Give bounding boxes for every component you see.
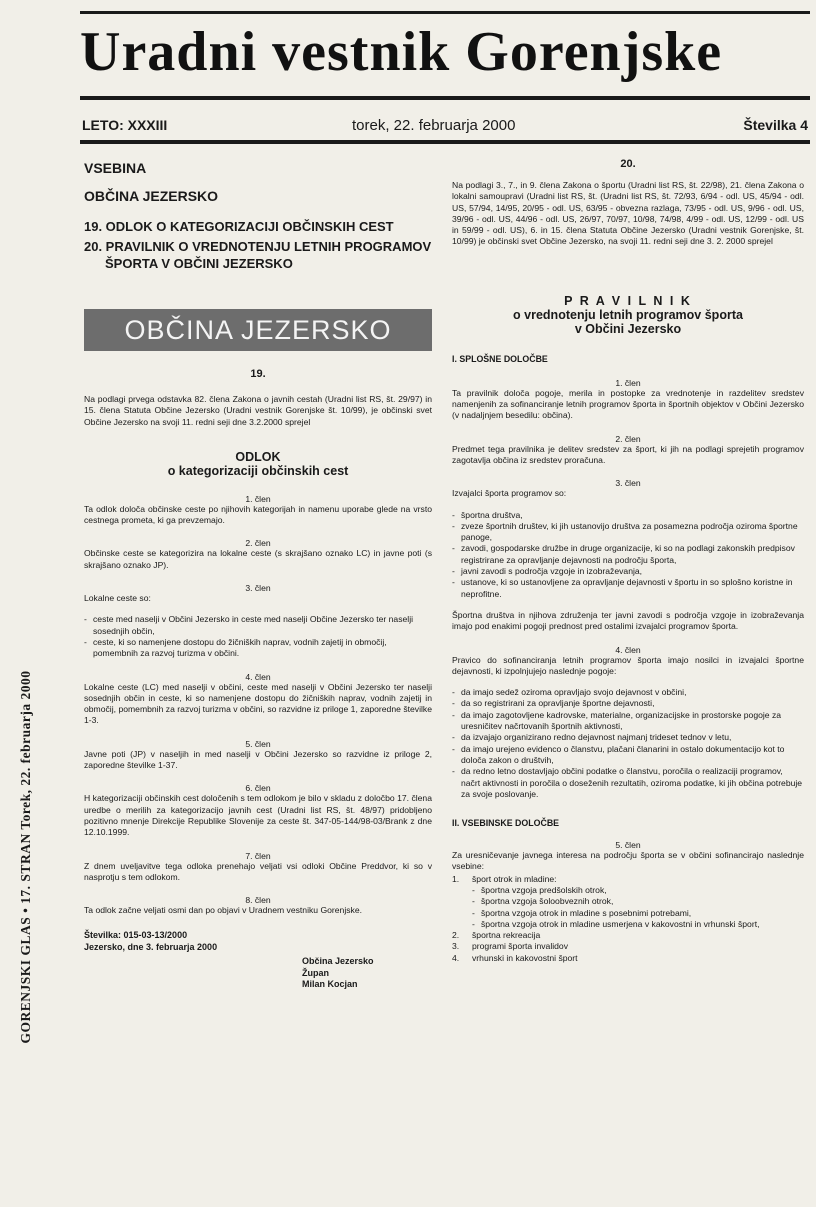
article-text: Pravico do sofinanciranja letnih programov športa imajo nosilci in izvajalci športne dejavnosti, ki izpolnjujejo naslednje pogoje: bbox=[452, 654, 804, 676]
left-column bbox=[84, 368, 432, 991]
article-heading: 3. člen bbox=[245, 583, 271, 594]
article-heading: 4. člen bbox=[245, 671, 271, 682]
act-subtitle-2: v Občini Jezersko bbox=[574, 321, 682, 336]
article-heading: 8. člen bbox=[245, 895, 271, 906]
act-number: 19. bbox=[250, 368, 266, 380]
article-text: Javne poti (JP) v naseljih in med naselji v Občini Jezersko so razvidne iz priloge 2, zaporedne številke 1-37. bbox=[84, 748, 432, 771]
bullet-list bbox=[452, 687, 804, 800]
numbered-item bbox=[452, 953, 804, 964]
list-item: - športna društva, bbox=[452, 510, 804, 521]
document-place-date: Jezersko, dne 3. februarja 2000 bbox=[84, 941, 218, 952]
act-title: ODLOK bbox=[235, 449, 281, 464]
list-item: - ustanove, ki so ustanovljene za opravljanje dejavnosti v športu in so splošno koristne in neprofitne. bbox=[452, 577, 804, 600]
list-item: - ceste, ki so namenjene dostopu do žičniških naprav, vodnih zajetij in območij, pomembnih za razvoj turizma v občini. bbox=[84, 637, 432, 660]
list-item: - športna vzgoja šoloobveznih otrok, bbox=[472, 896, 804, 907]
right-column bbox=[452, 158, 804, 964]
section-heading: II. VSEBINSKE DOLOČBE bbox=[452, 818, 560, 829]
numbered-item bbox=[452, 930, 804, 941]
list-item: - da imajo zagotovljene kadrovske, materialne, organizacijske in prostorske pogoje za uresničitev načrtovanih športnih aktivnosti, bbox=[452, 710, 804, 733]
act-number: 20. bbox=[620, 158, 636, 170]
article-heading: 1. člen bbox=[615, 377, 641, 388]
item-text: vrhunski in kakovostni šport bbox=[472, 952, 578, 963]
signature-role: Župan bbox=[302, 967, 329, 978]
numbered-item bbox=[452, 874, 804, 930]
numbered-item bbox=[452, 941, 804, 952]
signature-municipality: Občina Jezersko bbox=[302, 956, 374, 967]
municipality-banner: OBČINA JEZERSKO bbox=[84, 309, 432, 351]
toc bbox=[84, 160, 434, 272]
article-heading: 6. člen bbox=[245, 783, 271, 794]
article-text: Ta pravilnik določa pogoje, merila in postopke za vrednotenje in razdelitev sredstev namenjenih za sofinanciranje letnih programov športa in športnih objektov v Občini Jezersko (v nadaljnjem besedilu: občina). bbox=[452, 387, 804, 421]
item-text: športna rekreacija bbox=[472, 930, 541, 941]
list-item: - da imajo urejeno evidenco o članstvu, plačani članarini in ostalo dokumentacijo kot to določa zakon o društvih, bbox=[452, 744, 804, 767]
toc-item-19: 19. ODLOK O KATEGORIZACIJI OBČINSKIH CEST bbox=[84, 219, 394, 234]
bullet-list bbox=[84, 614, 432, 659]
item-number: 2. bbox=[452, 930, 460, 941]
preamble: Na podlagi 3., 7., in 9. člena Zakona o športu (Uradni list RS, št. 22/98), 21. člena Zakona o lokalni samoupravi (Uradni list RS, št. (Uradni list RS, št. 72/93, 6/94 - odl. US, 45/94 - odl. US, 57/94, 14/95, 20/95 - odl. US, 63/95 - obvezna razlaga, 73/95 - odl. US, 9/96 - odl. US, 39/96 - odl. US, 44/96 - odl. US, 26/97, 70/97, 10/98, 74/98, 4/99 - odl. US, 12/99 - odl. US in 59/99 - odl. US), 6. in 15. člena Statuta Občine Jezersko (Uradni vestnik Gorenjske, št. 10/99) je občinski svet Občine Jezersko, na svoji 11. redni seji dne 3. 2. 2000 sprejel bbox=[452, 180, 804, 247]
item-number: 3. bbox=[452, 941, 460, 952]
article-text: Športna društva in njihova združenja ter javni zavodi s področja vzgoje in izobraževanja imajo pod enakimi pogoji prednost pred ostalimi izvajalci programov športa. bbox=[452, 609, 804, 632]
list-item: - športna vzgoja otrok in mladine s posebnimi potrebami, bbox=[472, 908, 804, 919]
article-text: Lokalne ceste (LC) med naselji v občini, ceste med naselji v Občini Jezersko ter naselji sosednjih občin in ceste, ki so namenjene dostopu do žičniških naprav, vodnih zajetij in območij, pomembnih za razvoj turizma v občini, so razvidne iz priloge 1, zaporedne številke 1-3. bbox=[84, 681, 432, 726]
toc-item-20: 20. PRAVILNIK O VREDNOTENJU LETNIH PROGRAMOV bbox=[84, 239, 432, 254]
act-subtitle: o kategorizaciji občinskih cest bbox=[167, 463, 349, 478]
article-heading: 7. člen bbox=[245, 850, 271, 861]
list-item: - zveze športnih društev, ki jih ustanovijo društva za posamezna področja oziroma športne panoge, bbox=[452, 521, 804, 544]
toc-heading: VSEBINA bbox=[84, 160, 147, 176]
list-item: - javni zavodi s področja vzgoje in izobraževanja, bbox=[452, 566, 804, 577]
list-item: - da so registrirani za opravljanje športne dejavnosti, bbox=[452, 698, 804, 709]
article-heading: 2. člen bbox=[245, 538, 271, 549]
article-text: Ta odlok začne veljati osmi dan po objavi v Uradnem vestniku Gorenjske. bbox=[84, 905, 363, 916]
article-heading: 4. člen bbox=[615, 644, 641, 655]
item-number: 1. bbox=[452, 873, 460, 884]
bullet-list bbox=[452, 510, 804, 600]
item-text: programi športa invalidov bbox=[472, 941, 569, 952]
article-text: Za uresničevanje javnega interesa na področju športa se v občini sofinancirajo naslednje vsebine: bbox=[452, 850, 804, 872]
masthead-title: Uradni vestnik Gorenjske bbox=[80, 21, 723, 83]
act-subtitle: o vrednotenju letnih programov športa bbox=[513, 307, 743, 322]
top-rule bbox=[80, 11, 810, 14]
list-item: - športna vzgoja otrok in mladine usmerjena v kakovostni in vrhunski šport, bbox=[472, 919, 804, 930]
list-item: - športna vzgoja predšolskih otrok, bbox=[472, 885, 804, 896]
article-heading: 5. člen bbox=[615, 840, 641, 851]
toc-section: OBČINA JEZERSKO bbox=[84, 188, 219, 204]
list-item: - da izvajajo organizirano redno dejavnost najmanj trideset tednov v letu, bbox=[452, 732, 804, 743]
article-heading: 1. člen bbox=[245, 493, 271, 504]
article-text: Lokalne ceste so: bbox=[84, 593, 151, 604]
list-item: - da imajo sedež oziroma opravljajo svojo dejavnost v občini, bbox=[452, 687, 804, 698]
article-text: Občinske ceste se kategorizira na lokalne ceste (s skrajšano oznako LC) in javne poti (s skrajšano oznako JP). bbox=[84, 548, 432, 570]
issue-number: Številka 4 bbox=[743, 117, 808, 133]
sidebar-running-head: GORENJSKI GLAS • 17. STRAN Torek, 22. februarja 2000 bbox=[18, 670, 33, 1044]
list-item: - da redno letno dostavljajo občini podatke o članstvu, poročila o realizaciji programov, načrt aktivnosti in poročila o doseženih rezultatih, oziroma podatke, ki jih občina potrebuje za svoje poslovanje. bbox=[452, 766, 804, 800]
act-title: P R A V I L N I K bbox=[564, 293, 692, 308]
article-text: H kategorizaciji občinskih cest določenih s tem odlokom je bilo v skladu z določbo 17. člena uredbe o merilih za kategorizacijo javnih cest (Uradni list RS, št. 48/97) pridobljeno pozitivno mnenje Direkcije Republike Slovenije za ceste št. 347-05-144/98-03/Brank z dne 12.10.1999. bbox=[84, 793, 432, 838]
issue-rule bbox=[80, 140, 810, 144]
issue-date: torek, 22. februarja 2000 bbox=[352, 117, 516, 134]
list-item: - ceste med naselji v Občini Jezersko in ceste med naselji Občine Jezersko ter naselji sosednjih občin, bbox=[84, 614, 432, 637]
issue-year: LETO: XXXIII bbox=[82, 117, 168, 133]
article-text: Izvajalci športa programov so: bbox=[452, 488, 567, 499]
item-text: šport otrok in mladine: bbox=[472, 873, 557, 884]
article-text: Predmet tega pravilnika je delitev sredstev za šport, ki jih na podlagi sprejetih programov zagotavlja občina iz sredstev proračuna. bbox=[452, 443, 804, 465]
document-number: Številka: 015-03-13/2000 bbox=[84, 930, 188, 941]
signature-block bbox=[302, 956, 432, 991]
article-heading: 3. člen bbox=[615, 478, 641, 489]
list-item: - zavodi, gospodarske družbe in druge organizacije, ki so na podlagi zakonskih predpisov registrirane za opravljanje dejavnosti na področju športa, bbox=[452, 543, 804, 566]
section-heading: I. SPLOŠNE DOLOČBE bbox=[452, 353, 548, 364]
toc-item-20-cont: ŠPORTA V OBČINI JEZERSKO bbox=[105, 256, 293, 271]
article-heading: 2. člen bbox=[615, 433, 641, 444]
masthead-rule bbox=[80, 96, 810, 100]
item-number: 4. bbox=[452, 952, 460, 963]
article-heading: 5. člen bbox=[245, 738, 271, 749]
signature-name: Milan Kocjan bbox=[302, 979, 358, 990]
article-text: Z dnem uveljavitve tega odloka prenehajo veljati vsi odloki Občine Preddvor, ki so v nasprotju s tem odlokom. bbox=[84, 860, 432, 882]
preamble: Na podlagi prvega odstavka 82. člena Zakona o javnih cestah (Uradni list RS, št. 29/97) in 15. člena Statuta Občine Jezersko (Uradni vestnik Gorenjske št. 10/99), je občinski svet Občine Jezersko na svoji 11. redni seji dne 3.2.2000 sprejel bbox=[84, 394, 432, 427]
sub-list bbox=[472, 885, 804, 930]
issue-bar bbox=[82, 117, 810, 137]
numbered-list bbox=[452, 874, 804, 964]
article-text: Ta odlok določa občinske ceste po njihovih kategorijah in namenu uporabe glede na vrsto cestnega prometa, ki ga prevzemajo. bbox=[84, 503, 432, 526]
